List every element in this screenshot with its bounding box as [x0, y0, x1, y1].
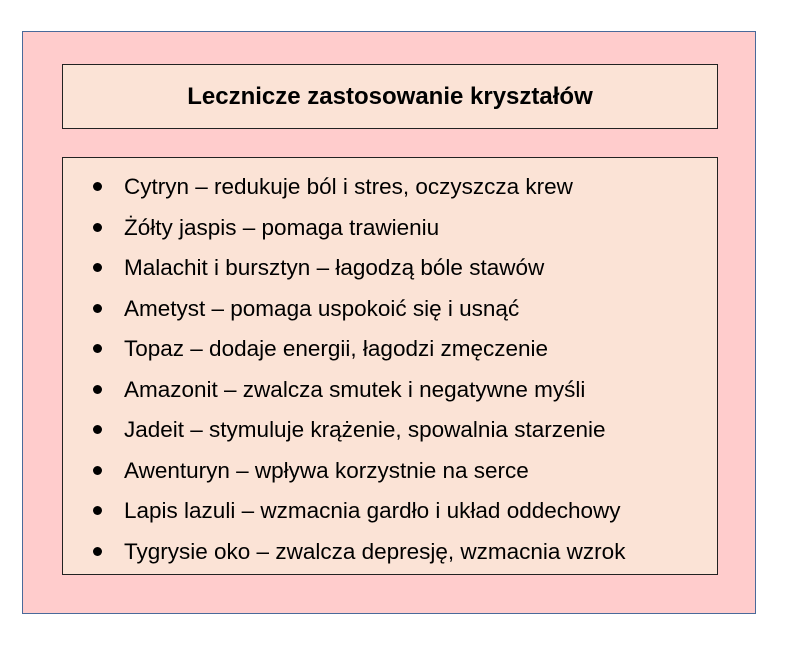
list-item	[63, 250, 717, 291]
list-item	[63, 331, 717, 372]
bullet-icon	[93, 425, 102, 434]
list-item-text: Ametyst – pomaga uspokoić się i usnąć	[124, 295, 520, 321]
list-box	[62, 157, 718, 575]
list-item	[63, 534, 717, 575]
list-item-text: Topaz – dodaje energii, łagodzi zmęczenie	[124, 336, 549, 361]
list-item	[63, 210, 717, 251]
page-title: Lecznicze zastosowanie kryształów	[187, 82, 593, 110]
list-item-text: Lapis lazuli – wzmacnia gardło i układ oddechowy	[124, 498, 621, 523]
list-item-text: Amazonit – zwalcza smutek i negatywne myśli	[124, 376, 586, 402]
list-item-text: Tygrysie oko – zwalcza depresję, wzmacnia wzrok	[124, 538, 626, 564]
list-item-text: Cytryn – redukuje ból i stres, oczyszcza krew	[124, 174, 573, 199]
bullet-icon	[93, 344, 102, 353]
bullet-icon	[93, 547, 102, 556]
list-item-text: Żółty jaspis – pomaga trawieniu	[124, 214, 440, 240]
bullet-icon	[93, 466, 102, 475]
list-item-text: Malachit i bursztyn – łagodzą bóle stawów	[124, 255, 545, 280]
bullet-icon	[93, 304, 102, 313]
bullet-icon	[93, 385, 102, 394]
list-item	[63, 291, 717, 332]
title-box	[62, 64, 718, 129]
list-item	[63, 453, 717, 494]
list-item	[63, 412, 717, 453]
bullet-icon	[93, 263, 102, 272]
bullet-icon	[93, 182, 102, 191]
bullet-icon	[93, 223, 102, 232]
list-item-text: Jadeit – stymuluje krążenie, spowalnia starzenie	[124, 417, 606, 442]
list-item	[63, 493, 717, 534]
list-item	[63, 169, 717, 210]
crystal-list	[63, 169, 717, 574]
list-item	[63, 372, 717, 413]
bullet-icon	[93, 506, 102, 515]
list-item-text: Awenturyn – wpływa korzystnie na serce	[124, 457, 529, 483]
